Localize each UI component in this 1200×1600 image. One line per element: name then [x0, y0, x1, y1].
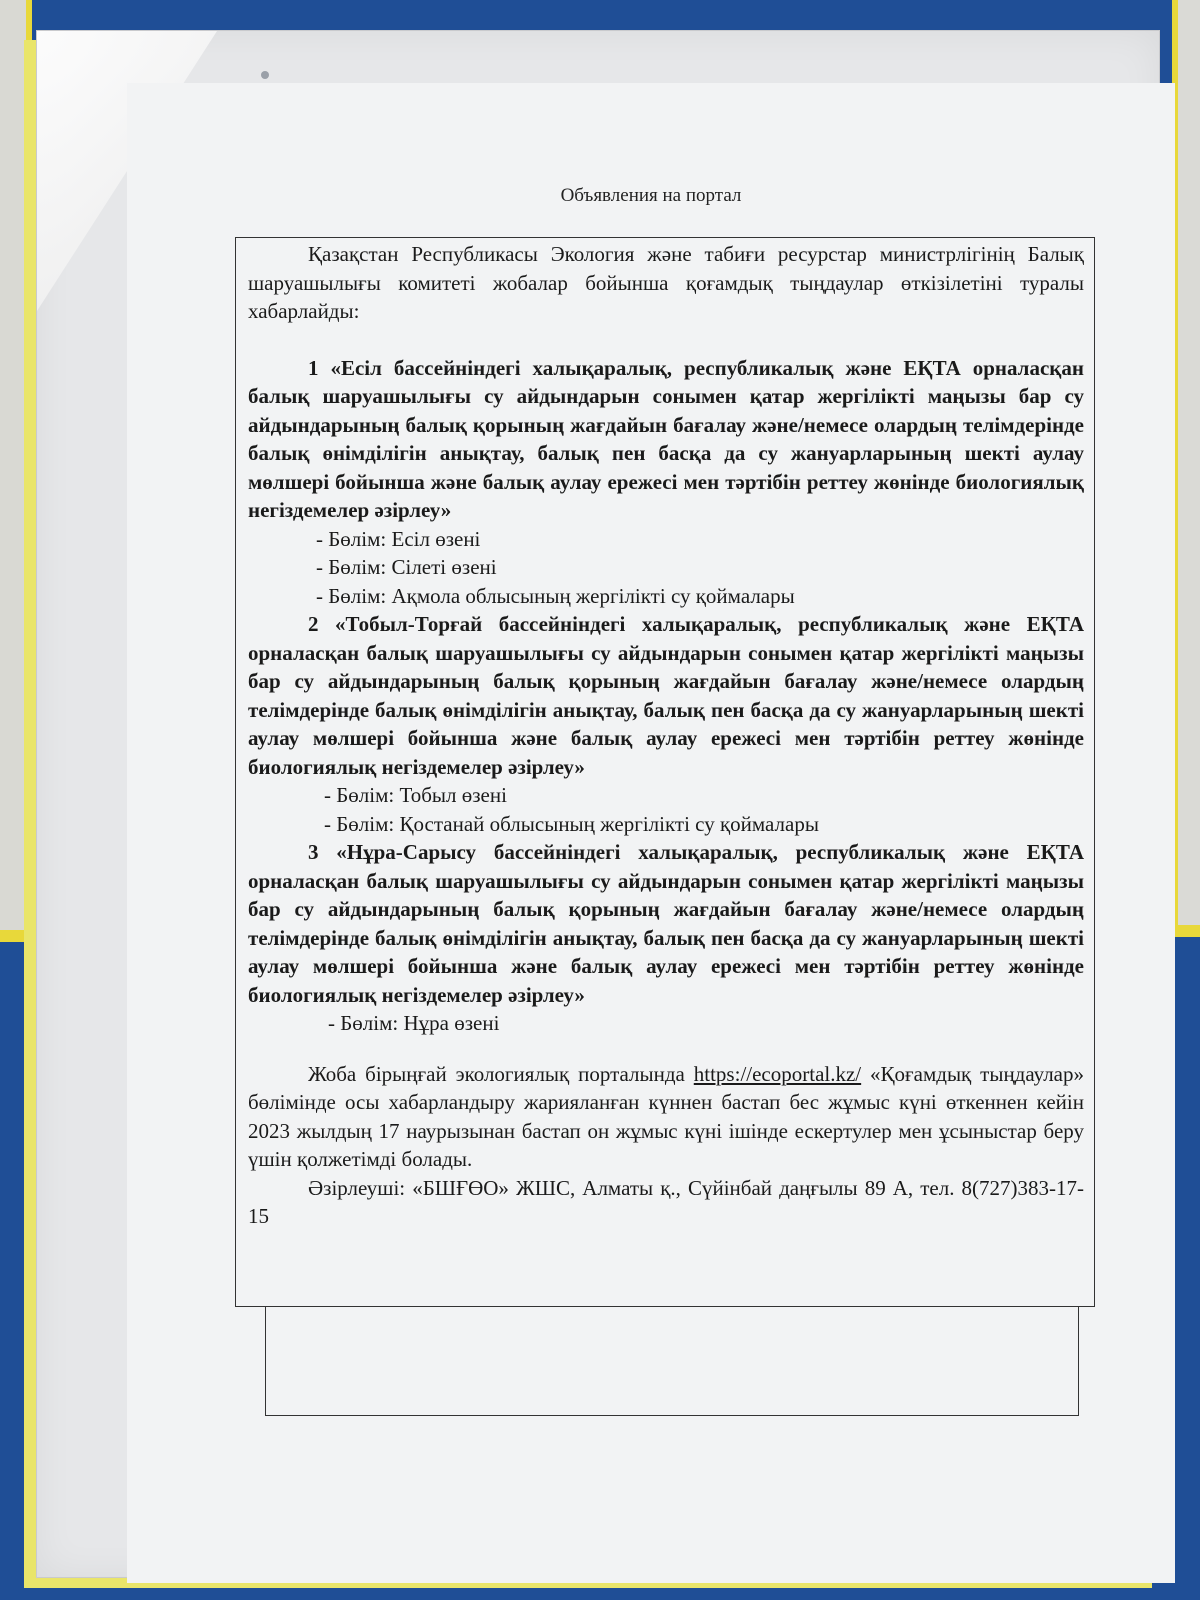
project-section: - Бөлім: Ақмола облысының жергілікті су қоймалары: [316, 583, 795, 608]
notice-paper: [127, 83, 1175, 1583]
project-section: - Бөлім: Есіл өзені: [316, 526, 481, 551]
punch-hole: [261, 71, 269, 79]
project-section: - Бөлім: Нұра өзені: [328, 1011, 500, 1035]
preparer-info: Әзірлеуші: «БШҒӨО» ЖШС, Алматы қ., Сүйінбай даңғылы 89 А, тел. 8(727)383-17-15: [248, 1175, 1084, 1228]
board-right-panel: [1172, 0, 1200, 930]
project-section: - Бөлім: Тобыл өзені: [324, 783, 507, 807]
project-title: 2 «Тобыл-Торғай бассейніндегі халықаралық, республикалық және ЕҚТА орналасқан балық шаруашылығы су айдындарын сонымен қатар жергілікті маңызы бар су айдындарының балық қорының жағдайын бағалау және/немесе олардың телімдерінде балық өнімділігін анықтау, балық пен басқа да су жануарларының шекті аулау мөлшері бойынша және балық аулау ережесі мен тәртібін реттеу жөнінде биологиялық негіздемелер әзірлеу»: [248, 612, 1084, 779]
plastic-sleeve: [36, 30, 1160, 1578]
notice-intro: Қазақстан Республикасы Экология және табиғи ресурстар министрлігінің Балық шаруашылығы комитеті жобалар бойынша қоғамдық тыңдаулар өткізілетіні туралы хабарлайды:: [248, 242, 1084, 323]
project-section: - Бөлім: Сілеті өзені: [316, 555, 497, 579]
portal-note-after: «Қоғамдық тыңдаулар» бөлімінде осы хабарландыру жарияланған күннен бастап бес жұмыс күні өткеннен кейін 2023 жылдың 17 наурызынан бастап он жұмыс күні ішінде ескертулер мен ұсыныстар беру үшін қолжетімді болады.: [248, 1061, 1084, 1171]
yellow-strip-right: [1172, 925, 1200, 937]
project-title: 1 «Есіл бассейніндегі халықаралық, республикалық және ЕҚТА орналасқан балық шаруашылығы су айдындарын сонымен қатар жергілікті маңызы бар су айдындарының балық қорының жағдайын бағалау және/немесе олардың телімдерінде балық өнімділігін анықтау, балық пен басқа да су жануарларының шекті аулау мөлшері бойынша және балық аулау ережесі мен тәртібін реттеу жөнінде биологиялық негіздемелер әзірлеу»: [248, 355, 1084, 522]
notice-box: [235, 237, 1095, 1307]
portal-note: [248, 1060, 1084, 1174]
portal-note-before: Жоба бірыңғай экологиялық порталында: [308, 1061, 694, 1086]
project-section: - Бөлім: Қостанай облысының жергілікті су қоймалары: [324, 811, 819, 836]
page-title: Объявления на портал: [560, 185, 742, 206]
empty-table-row: [265, 1307, 1079, 1416]
ecoportal-link[interactable]: https://ecoportal.kz/: [693, 1061, 862, 1086]
project-title: 3 «Нұра-Сарысу бассейніндегі халықаралық, республикалық және ЕҚТА орналасқан балық шаруашылығы су айдындарын сонымен қатар жергілікті маңызы бар су айдындарының балық қорының жағдайын бағалау және/немесе олардың телімдерінде балық өнімділігін анықтау, балық пен басқа да су жануарларының шекті аулау мөлшері бойынша және балық аулау ережесі мен тәртібін реттеу жөнінде биологиялық негіздемелер әзірлеу»: [248, 840, 1084, 1007]
